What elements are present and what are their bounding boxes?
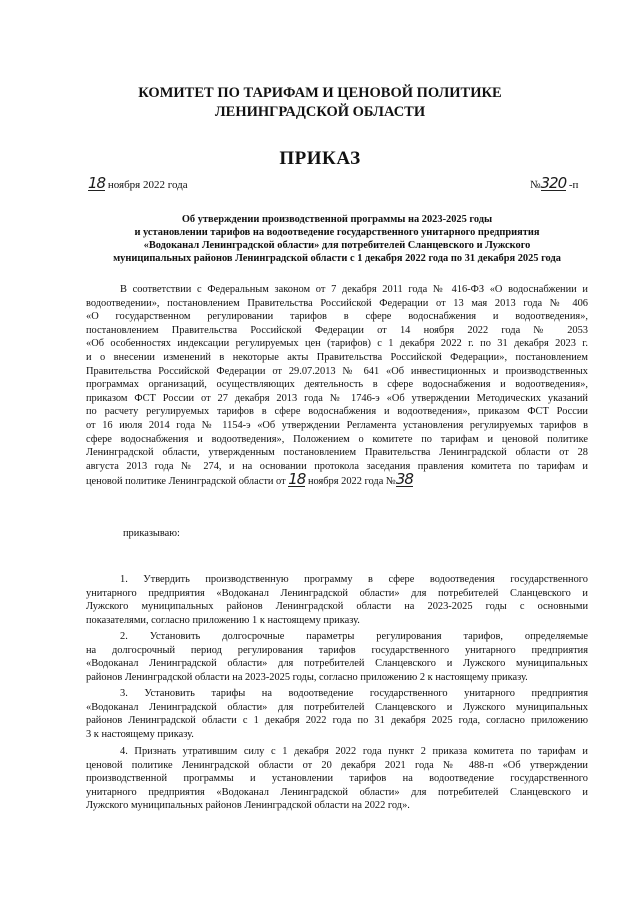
- item-1: [86, 573, 588, 627]
- subject-line: муниципальных районов Ленинградской области с 1 декабря 2022 года по 31 декабря 2025 года: [113, 253, 561, 264]
- preamble-last-middle: ноября 2022 года №: [307, 476, 396, 488]
- subject-line: «Водоканал Ленинградской области» для потребителей Сланцевского и Лужского: [143, 240, 531, 251]
- item-line: показателями, согласно приложению 1 к настоящему приказу.: [86, 614, 360, 626]
- item-line: районов Ленинградской области на 2023-2025 годы, согласно приложению 2 к настоящему приказу.: [86, 671, 528, 683]
- item-line: Лужского муниципальных районов Ленинградской области на 2022 год».: [86, 800, 410, 812]
- item-line: 3 к настоящему приказу.: [86, 728, 194, 740]
- item-line: «Водоканал Ленинградской области» для потребителей Сланцевского и Лужского муниципальных: [86, 701, 588, 713]
- item-line: унитарного предприятия «Водоканал Ленинградской области» для потребителей Сланцевского и: [86, 786, 588, 798]
- preamble-paragraph: [86, 283, 588, 489]
- order-number-value: 320: [540, 174, 567, 192]
- order-date-day: 18: [88, 174, 106, 192]
- preamble-line: от 16 июля 2014 года № 1154-э «Об утверждении Регламента установления регулируемых тарифов в: [86, 419, 588, 431]
- preamble-line: и о внесении изменений в некоторые акты Правительства Российской Федерации», постановлением: [86, 351, 588, 363]
- document-title: ПРИКАЗ: [279, 148, 361, 169]
- committee-name-line-2: ЛЕНИНГРАДСКОЙ ОБЛАСТИ: [214, 104, 426, 120]
- subject-line: Об утверждении производственной программы на 2023-2025 годы: [181, 214, 493, 225]
- preamble-last-line: [86, 470, 588, 489]
- committee-name-line-1: КОМИТЕТ ПО ТАРИФАМ И ЦЕНОВОЙ ПОЛИТИКЕ: [138, 85, 502, 101]
- order-number: [530, 174, 579, 192]
- item-line: унитарного предприятия «Водоканал Ленинградской области» для потребителей Сланцевского и: [86, 587, 588, 599]
- preamble-line: программах организаций, осуществляющих деятельность в сфере водоснабжения и водоотведения»,: [86, 379, 588, 391]
- item-line: на долгосрочный период регулирования тарифов государственного унитарного предприятия: [86, 644, 588, 656]
- preamble-line: августа 2013 года № 274, и на основании протокола заседания правления комитета по тарифам и: [86, 460, 588, 472]
- item-4: [86, 745, 588, 813]
- item-line: ценовой политике Ленинградской области от 20 декабря 2021 года № 488-п «Об утверждении: [86, 759, 588, 771]
- decree-word: приказываю:: [123, 528, 180, 539]
- order-date: [88, 174, 188, 192]
- item-line: 2. Установить долгосрочные параметры регулирования тарифов, определяемые: [120, 631, 588, 642]
- item-line: Лужского муниципальных районов Ленинградской области на 2023-2025 годы с основными: [86, 601, 588, 613]
- protocol-day: 18: [288, 470, 306, 489]
- item-line: 1. Утвердить производственную программу в сфере водоотведения государственного: [120, 574, 588, 585]
- preamble-line: сфере водоснабжения и водоотведения», Положением о комитете по тарифам и ценовой политике: [86, 433, 588, 445]
- preamble-last-text: ценовой политике Ленинградской области от: [86, 476, 286, 488]
- item-line: 3. Установить тарифы на водоотведение государственного унитарного предприятия: [120, 688, 588, 699]
- item-line: 4. Признать утратившим силу с 1 декабря 2022 года пункт 2 приказа комитета по тарифам и: [120, 746, 588, 757]
- preamble-line: водоотведении», постановлением Правительства Российской Федерации от 13 мая 2013 года № 406: [86, 297, 588, 309]
- item-2: [86, 630, 588, 684]
- preamble-line: Ленинградской области, утвержденным постановлением Правительства Ленинградской области от 28: [86, 447, 588, 459]
- preamble-line: постановлением Правительства Российской Федерации от 14 ноября 2022 года № 2053: [86, 324, 588, 336]
- preamble-line: В соответствии с Федеральным законом от 7 декабря 2011 года № 416-ФЗ «О водоснабжении и: [120, 284, 588, 295]
- order-number-prefix: №: [530, 179, 541, 191]
- preamble-line: «Об особенностях индексации регулируемых цен (тарифов) с 1 декабря 2022 г. по 31 декабря 2023 г.: [86, 338, 588, 350]
- order-date-rest: ноября 2022 года: [107, 179, 188, 191]
- order-number-suffix: -п: [568, 179, 579, 191]
- order-subject: [86, 213, 588, 265]
- item-3: [86, 687, 588, 741]
- item-line: производственной программы и установлении тарифов на водоотведение государственного: [86, 773, 588, 785]
- preamble-line: Правительства Российской Федерации от 29.07.2013 № 641 «Об инвестиционных и производственных: [86, 365, 588, 377]
- item-line: «Водоканал Ленинградской области» для потребителей Сланцевского и Лужского муниципальных: [86, 658, 588, 670]
- preamble-line: по расчету регулируемых тарифов в сфере водоснабжения и водоотведения», приказом ФСТ России: [86, 406, 588, 418]
- item-line: районов Ленинградской области с 1 декабря 2022 года по 31 декабря 2025 года, согласно приложению: [86, 715, 588, 727]
- subject-line: и установлении тарифов на водоотведение государственного унитарного предприятия: [134, 227, 540, 238]
- preamble-line: приказом ФСТ России от 27 декабря 2013 года № 1746-э «Об утверждении Методических указаний: [86, 392, 588, 404]
- preamble-line: «О государственном регулировании тарифов в сфере водоснабжения и водоотведения»,: [86, 311, 588, 323]
- protocol-number: 38: [395, 470, 413, 489]
